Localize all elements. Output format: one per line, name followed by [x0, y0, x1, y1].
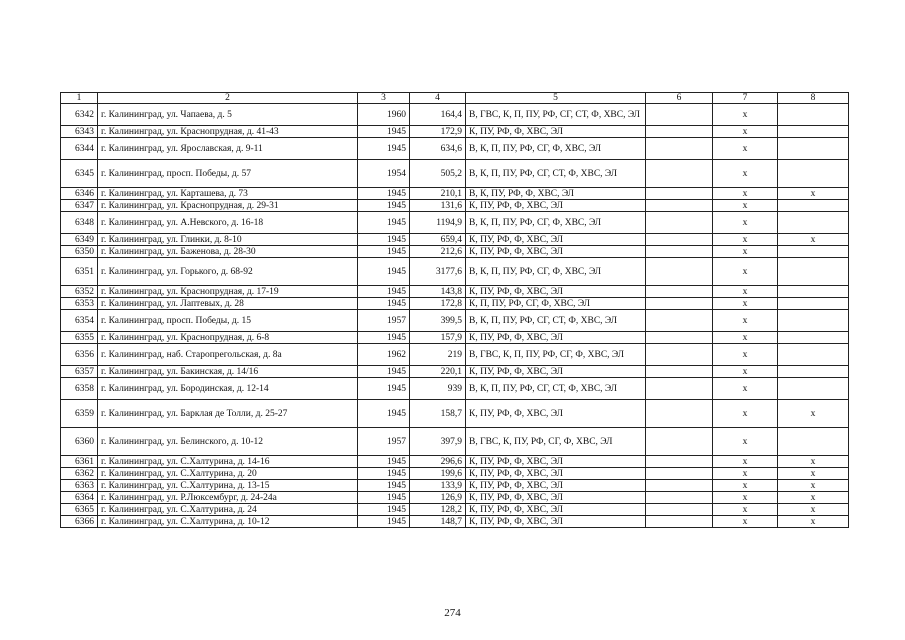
- cell-col7: х: [713, 504, 778, 516]
- cell-year: 1945: [358, 138, 410, 160]
- table-row: [61, 332, 849, 344]
- cell-number: 6345: [61, 160, 98, 188]
- cell-col8: [778, 212, 849, 234]
- column-number-row: [61, 93, 849, 104]
- table-row: [61, 310, 849, 332]
- table-row: [61, 258, 849, 286]
- cell-col7: х: [713, 332, 778, 344]
- cell-year: 1945: [358, 504, 410, 516]
- cell-address: г. Калининград, ул. С.Халтурина, д. 13-15: [98, 480, 358, 492]
- cell-address: г. Калининград, ул. Бородинская, д. 12-14: [98, 378, 358, 400]
- column-header-2: 2: [98, 93, 358, 104]
- cell-col8: [778, 298, 849, 310]
- cell-year: 1957: [358, 310, 410, 332]
- cell-area: 172,8: [410, 298, 466, 310]
- table-row: [61, 188, 849, 200]
- table-row: [61, 200, 849, 212]
- cell-year: 1945: [358, 234, 410, 246]
- cell-col8: [778, 286, 849, 298]
- cell-systems: К, ПУ, РФ, Ф, ХВС, ЭЛ: [466, 332, 646, 344]
- cell-address: г. Калининград, ул. С.Халтурина, д. 24: [98, 504, 358, 516]
- cell-col6: [646, 378, 713, 400]
- cell-area: 399,5: [410, 310, 466, 332]
- cell-col7: х: [713, 104, 778, 126]
- cell-systems: В, К, П, ПУ, РФ, СГ, Ф, ХВС, ЭЛ: [466, 212, 646, 234]
- cell-col8: х: [778, 400, 849, 428]
- cell-col8: [778, 160, 849, 188]
- cell-col6: [646, 188, 713, 200]
- cell-col7: х: [713, 200, 778, 212]
- cell-address: г. Калининград, ул. Белинского, д. 10-12: [98, 428, 358, 456]
- cell-area: 128,2: [410, 504, 466, 516]
- cell-area: 1194,9: [410, 212, 466, 234]
- cell-systems: К, ПУ, РФ, Ф, ХВС, ЭЛ: [466, 200, 646, 212]
- cell-col8: х: [778, 456, 849, 468]
- cell-area: 133,9: [410, 480, 466, 492]
- cell-address: г. Калининград, ул. Баженова, д. 28-30: [98, 246, 358, 258]
- cell-year: 1945: [358, 246, 410, 258]
- cell-col6: [646, 138, 713, 160]
- cell-col6: [646, 126, 713, 138]
- cell-col6: [646, 246, 713, 258]
- cell-area: 939: [410, 378, 466, 400]
- cell-col8: [778, 378, 849, 400]
- cell-address: г. Калининград, ул. Краснопрудная, д. 6-8: [98, 332, 358, 344]
- cell-systems: К, ПУ, РФ, Ф, ХВС, ЭЛ: [466, 400, 646, 428]
- column-header-6: 6: [646, 93, 713, 104]
- cell-address: г. Калининград, ул. Барклая де Толли, д. 25-27: [98, 400, 358, 428]
- cell-area: 148,7: [410, 516, 466, 528]
- cell-number: 6349: [61, 234, 98, 246]
- table-row: [61, 286, 849, 298]
- cell-systems: К, ПУ, РФ, Ф, ХВС, ЭЛ: [466, 516, 646, 528]
- cell-address: г. Калининград, ул. Ярославская, д. 9-11: [98, 138, 358, 160]
- cell-col7: х: [713, 516, 778, 528]
- cell-year: 1945: [358, 468, 410, 480]
- cell-col8: х: [778, 492, 849, 504]
- cell-area: 397,9: [410, 428, 466, 456]
- cell-col6: [646, 504, 713, 516]
- cell-year: 1945: [358, 378, 410, 400]
- cell-col8: [778, 310, 849, 332]
- cell-col6: [646, 200, 713, 212]
- cell-col7: х: [713, 492, 778, 504]
- cell-year: 1945: [358, 480, 410, 492]
- cell-number: 6347: [61, 200, 98, 212]
- table-body: [61, 93, 849, 528]
- cell-col6: [646, 258, 713, 286]
- cell-number: 6346: [61, 188, 98, 200]
- housing-register-table: [60, 92, 849, 528]
- cell-col7: х: [713, 188, 778, 200]
- cell-address: г. Калининград, просп. Победы, д. 15: [98, 310, 358, 332]
- cell-area: 164,4: [410, 104, 466, 126]
- cell-number: 6363: [61, 480, 98, 492]
- cell-col8: [778, 104, 849, 126]
- cell-col8: [778, 138, 849, 160]
- column-header-5: 5: [466, 93, 646, 104]
- cell-systems: К, ПУ, РФ, Ф, ХВС, ЭЛ: [466, 492, 646, 504]
- cell-col8: [778, 428, 849, 456]
- cell-col7: х: [713, 286, 778, 298]
- table-row: [61, 126, 849, 138]
- table-row: [61, 492, 849, 504]
- table-row: [61, 468, 849, 480]
- cell-number: 6343: [61, 126, 98, 138]
- cell-col7: х: [713, 212, 778, 234]
- cell-address: г. Калининград, ул. Глинки, д. 8-10: [98, 234, 358, 246]
- cell-area: 220,1: [410, 366, 466, 378]
- cell-col8: х: [778, 516, 849, 528]
- cell-col7: х: [713, 468, 778, 480]
- cell-address: г. Калининград, ул. А.Невского, д. 16-18: [98, 212, 358, 234]
- cell-col7: х: [713, 126, 778, 138]
- cell-col6: [646, 344, 713, 366]
- cell-systems: К, ПУ, РФ, Ф, ХВС, ЭЛ: [466, 456, 646, 468]
- cell-area: 157,9: [410, 332, 466, 344]
- cell-col6: [646, 366, 713, 378]
- cell-col6: [646, 104, 713, 126]
- cell-area: 172,9: [410, 126, 466, 138]
- table-row: [61, 138, 849, 160]
- cell-col8: х: [778, 468, 849, 480]
- table-row: [61, 344, 849, 366]
- cell-col8: [778, 332, 849, 344]
- cell-area: 199,6: [410, 468, 466, 480]
- cell-year: 1945: [358, 286, 410, 298]
- cell-address: г. Калининград, ул. С.Халтурина, д. 14-16: [98, 456, 358, 468]
- cell-year: 1945: [358, 298, 410, 310]
- cell-col8: [778, 200, 849, 212]
- cell-area: 143,8: [410, 286, 466, 298]
- cell-address: г. Калининград, ул. Краснопрудная, д. 29-31: [98, 200, 358, 212]
- cell-address: г. Калининград, наб. Старопрегольская, д. 8а: [98, 344, 358, 366]
- cell-address: г. Калининград, ул. Горького, д. 68-92: [98, 258, 358, 286]
- cell-year: 1960: [358, 104, 410, 126]
- cell-area: 296,6: [410, 456, 466, 468]
- cell-area: 219: [410, 344, 466, 366]
- cell-col6: [646, 332, 713, 344]
- cell-systems: В, К, П, ПУ, РФ, СГ, Ф, ХВС, ЭЛ: [466, 138, 646, 160]
- column-header-1: 1: [61, 93, 98, 104]
- table-row: [61, 246, 849, 258]
- cell-address: г. Калининград, ул. Чапаева, д. 5: [98, 104, 358, 126]
- cell-area: 634,6: [410, 138, 466, 160]
- column-header-8: 8: [778, 93, 849, 104]
- cell-col7: х: [713, 366, 778, 378]
- cell-col8: х: [778, 480, 849, 492]
- cell-address: г. Калининград, ул. Карташева, д. 73: [98, 188, 358, 200]
- cell-year: 1945: [358, 516, 410, 528]
- cell-col7: х: [713, 428, 778, 456]
- table-row: [61, 160, 849, 188]
- cell-systems: В, ГВС, К, П, ПУ, РФ, СГ, Ф, ХВС, ЭЛ: [466, 344, 646, 366]
- column-header-3: 3: [358, 93, 410, 104]
- cell-address: г. Калининград, ул. Р.Люксембург, д. 24-24а: [98, 492, 358, 504]
- cell-year: 1945: [358, 212, 410, 234]
- cell-area: 659,4: [410, 234, 466, 246]
- cell-col6: [646, 480, 713, 492]
- cell-col8: [778, 126, 849, 138]
- cell-year: 1945: [358, 332, 410, 344]
- cell-col7: х: [713, 378, 778, 400]
- cell-systems: К, ПУ, РФ, Ф, ХВС, ЭЛ: [466, 468, 646, 480]
- cell-area: 505,2: [410, 160, 466, 188]
- cell-col8: [778, 366, 849, 378]
- cell-address: г. Калининград, ул. Краснопрудная, д. 41-43: [98, 126, 358, 138]
- cell-col6: [646, 400, 713, 428]
- cell-address: г. Калининград, ул. С.Халтурина, д. 20: [98, 468, 358, 480]
- cell-systems: К, ПУ, РФ, Ф, ХВС, ЭЛ: [466, 366, 646, 378]
- cell-col8: х: [778, 234, 849, 246]
- cell-col7: х: [713, 234, 778, 246]
- cell-col6: [646, 310, 713, 332]
- cell-year: 1945: [358, 366, 410, 378]
- cell-systems: К, ПУ, РФ, Ф, ХВС, ЭЛ: [466, 126, 646, 138]
- column-header-4: 4: [410, 93, 466, 104]
- cell-col6: [646, 428, 713, 456]
- cell-col6: [646, 492, 713, 504]
- cell-col6: [646, 298, 713, 310]
- cell-number: 6362: [61, 468, 98, 480]
- cell-address: г. Калининград, ул. Бакинская, д. 14/16: [98, 366, 358, 378]
- cell-systems: В, ГВС, К, ПУ, РФ, СГ, Ф, ХВС, ЭЛ: [466, 428, 646, 456]
- cell-col7: х: [713, 298, 778, 310]
- cell-year: 1945: [358, 258, 410, 286]
- cell-year: 1945: [358, 200, 410, 212]
- cell-col7: х: [713, 456, 778, 468]
- cell-year: 1945: [358, 400, 410, 428]
- cell-col7: х: [713, 138, 778, 160]
- cell-year: 1945: [358, 188, 410, 200]
- cell-col6: [646, 286, 713, 298]
- cell-col7: х: [713, 344, 778, 366]
- table-row: [61, 516, 849, 528]
- table-row: [61, 504, 849, 516]
- cell-number: 6350: [61, 246, 98, 258]
- cell-year: 1945: [358, 456, 410, 468]
- cell-systems: В, К, П, ПУ, РФ, СГ, СТ, Ф, ХВС, ЭЛ: [466, 378, 646, 400]
- cell-col8: [778, 258, 849, 286]
- cell-col6: [646, 212, 713, 234]
- column-header-7: 7: [713, 93, 778, 104]
- cell-year: 1954: [358, 160, 410, 188]
- cell-area: 212,6: [410, 246, 466, 258]
- cell-year: 1957: [358, 428, 410, 456]
- cell-col8: [778, 344, 849, 366]
- cell-col6: [646, 234, 713, 246]
- cell-number: 6342: [61, 104, 98, 126]
- cell-systems: К, ПУ, РФ, Ф, ХВС, ЭЛ: [466, 480, 646, 492]
- cell-year: 1962: [358, 344, 410, 366]
- cell-number: 6353: [61, 298, 98, 310]
- cell-col7: х: [713, 400, 778, 428]
- cell-number: 6359: [61, 400, 98, 428]
- cell-area: 3177,6: [410, 258, 466, 286]
- cell-number: 6358: [61, 378, 98, 400]
- cell-systems: К, ПУ, РФ, Ф, ХВС, ЭЛ: [466, 286, 646, 298]
- cell-year: 1945: [358, 126, 410, 138]
- cell-area: 131,6: [410, 200, 466, 212]
- cell-col8: [778, 246, 849, 258]
- cell-col7: х: [713, 480, 778, 492]
- cell-systems: К, ПУ, РФ, Ф, ХВС, ЭЛ: [466, 246, 646, 258]
- cell-col6: [646, 160, 713, 188]
- cell-area: 210,1: [410, 188, 466, 200]
- cell-address: г. Калининград, просп. Победы, д. 57: [98, 160, 358, 188]
- cell-number: 6356: [61, 344, 98, 366]
- cell-systems: В, К, П, ПУ, РФ, СГ, СТ, Ф, ХВС, ЭЛ: [466, 310, 646, 332]
- table-row: [61, 480, 849, 492]
- cell-number: 6354: [61, 310, 98, 332]
- cell-col7: х: [713, 258, 778, 286]
- cell-col7: х: [713, 310, 778, 332]
- table-row: [61, 428, 849, 456]
- cell-number: 6351: [61, 258, 98, 286]
- cell-systems: К, ПУ, РФ, Ф, ХВС, ЭЛ: [466, 234, 646, 246]
- cell-number: 6352: [61, 286, 98, 298]
- table-row: [61, 378, 849, 400]
- table-row: [61, 400, 849, 428]
- cell-systems: В, К, П, ПУ, РФ, СГ, Ф, ХВС, ЭЛ: [466, 258, 646, 286]
- cell-number: 6355: [61, 332, 98, 344]
- table-row: [61, 298, 849, 310]
- cell-col7: х: [713, 160, 778, 188]
- cell-area: 158,7: [410, 400, 466, 428]
- cell-number: 6366: [61, 516, 98, 528]
- cell-col6: [646, 516, 713, 528]
- table-row: [61, 456, 849, 468]
- table-row: [61, 234, 849, 246]
- cell-number: 6365: [61, 504, 98, 516]
- cell-number: 6344: [61, 138, 98, 160]
- table-row: [61, 104, 849, 126]
- cell-address: г. Калининград, ул. Лаптевых, д. 28: [98, 298, 358, 310]
- cell-systems: К, П, ПУ, РФ, СГ, Ф, ХВС, ЭЛ: [466, 298, 646, 310]
- cell-systems: В, К, П, ПУ, РФ, СГ, СТ, Ф, ХВС, ЭЛ: [466, 160, 646, 188]
- cell-number: 6364: [61, 492, 98, 504]
- page-number: 274: [444, 607, 461, 619]
- table-row: [61, 212, 849, 234]
- cell-year: 1945: [358, 492, 410, 504]
- cell-col6: [646, 456, 713, 468]
- cell-number: 6348: [61, 212, 98, 234]
- table-row: [61, 366, 849, 378]
- cell-col8: х: [778, 504, 849, 516]
- cell-area: 126,9: [410, 492, 466, 504]
- cell-col6: [646, 468, 713, 480]
- cell-address: г. Калининград, ул. Краснопрудная, д. 17-19: [98, 286, 358, 298]
- cell-number: 6357: [61, 366, 98, 378]
- cell-systems: К, ПУ, РФ, Ф, ХВС, ЭЛ: [466, 504, 646, 516]
- cell-number: 6361: [61, 456, 98, 468]
- cell-address: г. Калининград, ул. С.Халтурина, д. 10-12: [98, 516, 358, 528]
- cell-col8: х: [778, 188, 849, 200]
- cell-col7: х: [713, 246, 778, 258]
- cell-systems: В, К, ПУ, РФ, Ф, ХВС, ЭЛ: [466, 188, 646, 200]
- cell-systems: В, ГВС, К, П, ПУ, РФ, СГ, СТ, Ф, ХВС, ЭЛ: [466, 104, 646, 126]
- cell-number: 6360: [61, 428, 98, 456]
